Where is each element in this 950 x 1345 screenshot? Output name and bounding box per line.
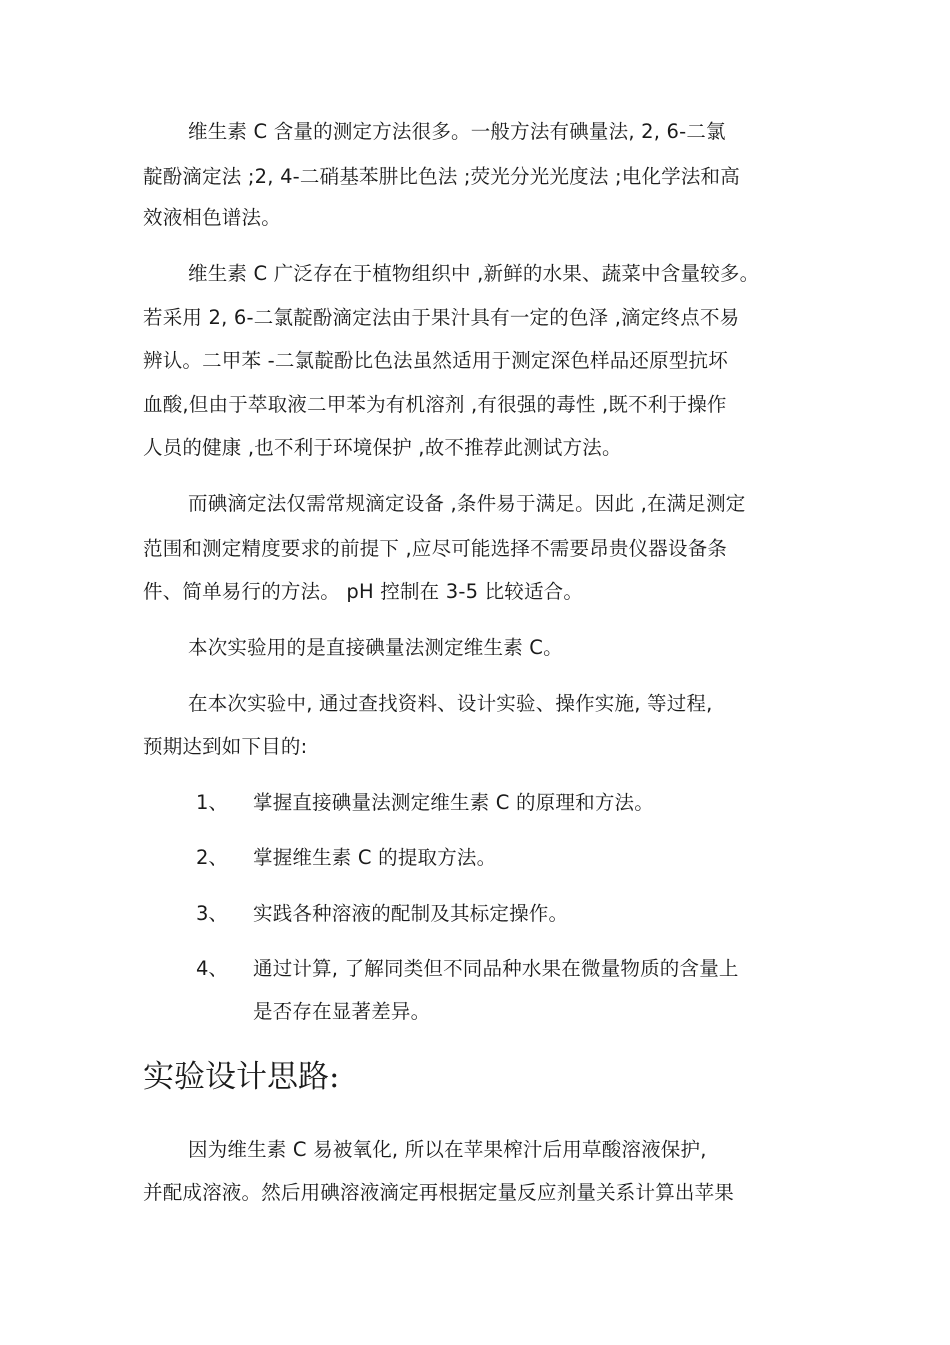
list-item-number: 2、 (196, 846, 228, 869)
list-item-text: 掌握维生素 C 的提取方法。 (253, 846, 497, 869)
text-line: 若采用 2, 6-二氯靛酚滴定法由于果汁具有一定的色泽 ,滴定终点不易 (143, 306, 740, 329)
text-line: 维生素 C 广泛存在于植物组织中 ,新鲜的水果、蔬菜中含量较多。 (188, 262, 760, 285)
list-item-text: 是否存在显著差异。 (253, 1000, 431, 1023)
text-line: 范围和测定精度要求的前提下 ,应尽可能选择不需要昂贵仪器设备条 (143, 537, 728, 560)
list-item-text: 通过计算, 了解同类但不同品种水果在微量物质的含量上 (253, 957, 739, 980)
text-line: 靛酚滴定法 ;2, 4-二硝基苯肼比色法 ;荧光分光光度法 ;电化学法和高 (143, 165, 740, 188)
text-line: 因为维生素 C 易被氧化, 所以在苹果榨汁后用草酸溶液保护, (188, 1138, 707, 1161)
section-heading: 实验设计思路: (143, 1059, 340, 1095)
text-line: 本次实验用的是直接碘量法测定维生素 C。 (188, 636, 563, 659)
text-line: 血酸,但由于萃取液二甲苯为有机溶剂 ,有很强的毒性 ,既不利于操作 (143, 393, 727, 416)
text-line: 件、简单易行的方法。 pH 控制在 3-5 比较适合。 (143, 580, 584, 603)
text-line: 效液相色谱法。 (143, 206, 281, 229)
list-item-number: 3、 (196, 902, 228, 925)
list-item-number: 4、 (196, 957, 228, 980)
text-line: 人员的健康 ,也不利于环境保护 ,故不推荐此测试方法。 (143, 436, 622, 459)
text-line: 并配成溶液。然后用碘溶液滴定再根据定量反应剂量关系计算出苹果 (143, 1181, 735, 1204)
text-line: 在本次实验中, 通过查找资料、设计实验、操作实施, 等过程, (188, 692, 713, 715)
list-item-number: 1、 (196, 791, 228, 814)
text-line: 维生素 C 含量的测定方法很多。一般方法有碘量法, 2, 6-二氯 (188, 120, 726, 143)
list-item-text: 掌握直接碘量法测定维生素 C 的原理和方法。 (253, 791, 654, 814)
text-line: 预期达到如下目的: (143, 735, 308, 758)
text-line: 辨认。二甲苯 -二氯靛酚比色法虽然适用于测定深色样品还原型抗坏 (143, 349, 728, 372)
text-line: 而碘滴定法仅需常规滴定设备 ,条件易于满足。因此 ,在满足测定 (188, 492, 746, 515)
list-item-text: 实践各种溶液的配制及其标定操作。 (253, 902, 569, 925)
